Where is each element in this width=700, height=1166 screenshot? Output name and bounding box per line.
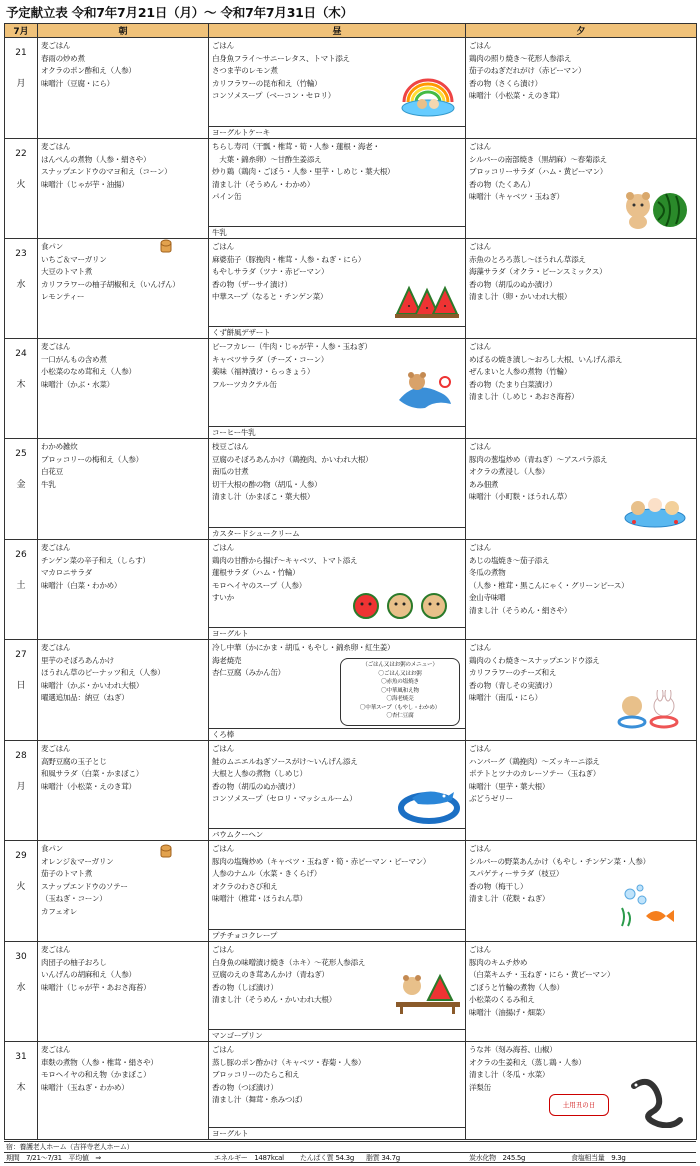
dinner-cell bbox=[466, 339, 697, 439]
breakfast-item: カリフラワーの柚子胡椒和え（いんげん） bbox=[41, 279, 180, 289]
day-number: 26 bbox=[15, 550, 27, 560]
breakfast-item: モロヘイヤの和え物（かまぼこ） bbox=[41, 1070, 151, 1080]
breakfast-cell bbox=[38, 640, 209, 741]
dinner-item: 清まし汁（そうめん・絹さや） bbox=[469, 605, 572, 615]
snack-item: くず餅風デザート bbox=[209, 326, 465, 338]
dinner-item: 味噌汁（南瓜・にら） bbox=[469, 693, 542, 703]
day-row bbox=[5, 239, 697, 339]
weekday: 月 bbox=[16, 79, 26, 89]
dinner-item: ごはん bbox=[469, 643, 491, 652]
lunch-item: 鮭のムニエルねぎソースがけ～いんげん添え bbox=[212, 756, 358, 766]
dinner-cell bbox=[466, 741, 697, 841]
watermelon-slices-illustration bbox=[395, 284, 459, 320]
lunch-item: 清まし汁（舞茸・糸みつば） bbox=[212, 1095, 307, 1105]
date-cell bbox=[5, 741, 38, 841]
lunch-item: 炒り鶏（鶏肉・ごぼう・人参・里芋・しめじ・葉大根） bbox=[212, 167, 395, 177]
weekday: 木 bbox=[16, 380, 26, 390]
breakfast-item: 曜選追加品：納豆（ねぎ） bbox=[41, 693, 129, 703]
breakfast-cell bbox=[38, 239, 209, 339]
lunch-cell bbox=[209, 139, 466, 239]
lunch-item: 冷し中華（かにかま・胡瓜・もやし・錦糸卵・紅生姜） bbox=[212, 643, 395, 652]
footer-period: 期間 7/21～7/31 平均値 ⇒ bbox=[6, 1154, 101, 1162]
lunch-item: オクラのわさび和え bbox=[212, 881, 278, 891]
footer-facility-row bbox=[4, 1141, 696, 1152]
breakfast-item: 麦ごはん bbox=[41, 41, 71, 50]
weekday: 火 bbox=[16, 180, 26, 190]
breakfast-cell bbox=[38, 1042, 209, 1140]
bear-dolphin-illustration bbox=[395, 370, 455, 414]
page-title: 予定献立表 令和7年7月21日（月）～ 令和7年7月31日（木） bbox=[6, 5, 353, 20]
dinner-item: 赤魚のとろろ蒸し～ほうれん草添え bbox=[469, 254, 586, 264]
dinner-item: ごはん bbox=[469, 41, 491, 50]
day-number: 22 bbox=[15, 149, 27, 159]
breakfast-item: レモンティー bbox=[41, 292, 85, 302]
sunday-note-item: 〇杏仁豆腐 bbox=[386, 713, 414, 719]
lunch-item: ごはん bbox=[212, 844, 234, 853]
sunday-alternative-note bbox=[340, 658, 460, 726]
dinner-item: ごはん bbox=[469, 945, 491, 954]
day-number: 24 bbox=[15, 349, 27, 359]
lunch-item: 海老焼売 bbox=[212, 655, 242, 665]
dinner-item: ブロッコリーサラダ（ハム・黄ピーマン） bbox=[469, 167, 608, 177]
weekday: 金 bbox=[16, 480, 26, 490]
watermelon-characters-illustration bbox=[350, 590, 450, 620]
weekday: 水 bbox=[16, 983, 26, 993]
dinner-item: 清まし汁（しめじ・あおさ海苔） bbox=[469, 392, 579, 402]
weekday: 月 bbox=[16, 782, 26, 792]
day-number: 27 bbox=[15, 650, 27, 660]
lunch-item: コンソメスープ（ベーコン・セロリ） bbox=[212, 91, 336, 101]
snack-item: カスタードシュークリーム bbox=[209, 527, 465, 539]
dinner-item: オクラの生姜和え（蒸し鶏・人参） bbox=[469, 1057, 586, 1067]
bear-watermelon-illustration bbox=[622, 188, 688, 230]
date-cell bbox=[5, 239, 38, 339]
breakfast-item: 一口がんもの含め煮 bbox=[41, 354, 107, 364]
dinner-item: 鶏肉の照り焼き～花形人参添え bbox=[469, 53, 572, 63]
breakfast-item: 茄子のトマト煮 bbox=[41, 869, 93, 879]
dinner-item: ぶどうゼリー bbox=[469, 794, 513, 804]
breakfast-item: 麦ごはん bbox=[41, 342, 71, 351]
lunch-item: 南瓜の甘煮 bbox=[212, 467, 249, 477]
bread-icon bbox=[160, 239, 172, 253]
dinner-item: あじの塩焼き～茄子添え bbox=[469, 555, 550, 565]
breakfast-item: オクラのポン酢和え（人参） bbox=[41, 66, 136, 76]
dinner-item: 海藻サラダ（オクラ・ビーンスミックス） bbox=[469, 267, 607, 277]
dinner-item: ごはん bbox=[469, 242, 491, 251]
dinner-item: 香の物（たくあん） bbox=[469, 179, 535, 189]
menu-table bbox=[4, 23, 697, 1140]
eel-illustration bbox=[628, 1076, 686, 1128]
nutrient-energy: エネルギー 1487kcal bbox=[214, 1154, 284, 1162]
lunch-item: 大葉・錦糸卵）～甘酢生姜添え bbox=[212, 154, 322, 164]
dinner-item: ごはん bbox=[469, 744, 491, 753]
day-row bbox=[5, 439, 697, 540]
day-number: 31 bbox=[15, 1052, 27, 1062]
lunch-item: フルーツカクテル缶 bbox=[212, 379, 277, 389]
lunch-item: ちらし寿司（干瓢・椎茸・筍・人参・蓮根・海老・ bbox=[212, 142, 380, 151]
lunch-cell bbox=[209, 439, 466, 540]
breakfast-cell bbox=[38, 741, 209, 841]
lunch-item: コンソメスープ（セロリ・マッシュルーム） bbox=[212, 794, 357, 804]
breakfast-item: 麦ごはん bbox=[41, 1045, 71, 1054]
breakfast-item: 味噌汁（豆腐・にら） bbox=[41, 78, 114, 88]
snack-item: ヨーグルト bbox=[209, 627, 465, 639]
day-number: 30 bbox=[15, 952, 27, 962]
dinner-item: 清まし汁（花麩・ねぎ） bbox=[469, 894, 550, 904]
lunch-item: 杏仁豆腐（みかん缶） bbox=[212, 668, 285, 678]
footer-nutrition-row bbox=[4, 1152, 696, 1163]
breakfast-item: 車麩の煮物（人参・椎茸・絹さや） bbox=[41, 1057, 158, 1067]
sunday-note-item: 〇赤魚の塩焼き bbox=[381, 679, 419, 685]
day-row bbox=[5, 841, 697, 942]
doyo-ushi-stamp: 土用丑の日 bbox=[549, 1094, 609, 1116]
breakfast-cell bbox=[38, 540, 209, 640]
dinner-item: オクラの煮浸し（人参） bbox=[469, 467, 550, 477]
dinner-item: 茄子のねぎだれがけ（赤ピーマン） bbox=[469, 66, 586, 76]
lunch-item: 香の物（しば漬け） bbox=[212, 982, 278, 992]
dinner-cell bbox=[466, 540, 697, 640]
breakfast-item: いちご＆マーガリン bbox=[41, 254, 107, 264]
weekday: 土 bbox=[16, 581, 26, 591]
dinner-item: ぜんまいと人参の煮物（竹輪） bbox=[469, 367, 572, 377]
date-cell bbox=[5, 339, 38, 439]
lunch-item: 豆腐のそぼろあんかけ（鶏挽肉、かいわれ大根） bbox=[212, 454, 373, 464]
date-cell bbox=[5, 38, 38, 139]
breakfast-item: 味噌汁（白菜・わかめ） bbox=[41, 580, 122, 590]
day-row bbox=[5, 942, 697, 1042]
nutrient-carbohydrate: 炭水化物 245.5g bbox=[469, 1154, 526, 1162]
lunch-item: 香の物（つぼ漬け） bbox=[212, 1082, 278, 1092]
dinner-item: ごはん bbox=[469, 142, 491, 151]
bear-watermelon-bench-illustration bbox=[392, 968, 464, 1014]
header-row bbox=[5, 24, 697, 38]
breakfast-item: ほうれん草のピーナッツ和え（人参） bbox=[41, 668, 165, 678]
breakfast-item: 高野豆腐の玉子とじ bbox=[41, 756, 107, 766]
breakfast-item: 味噌汁（じゃが芋・あおさ海苔） bbox=[41, 982, 151, 992]
sunday-note-item: 〇海老焼売 bbox=[386, 696, 414, 702]
breakfast-item: わかめ雑炊 bbox=[41, 442, 78, 451]
lunch-item: 蓮根サラダ（ハム・竹輪） bbox=[212, 568, 300, 578]
lunch-item: 白身魚フライ～サニーレタス、トマト添え bbox=[212, 53, 350, 63]
snack-item: コーヒー牛乳 bbox=[209, 426, 465, 438]
snack-item: くろ棒 bbox=[209, 728, 465, 740]
dinner-item: 香の物（梅干し） bbox=[469, 881, 528, 891]
day-number: 21 bbox=[15, 48, 27, 58]
breakfast-item: いんげんの胡麻和え（人参） bbox=[41, 970, 136, 980]
lunch-item: 白身魚の味噌漬け焼き（ホキ）～花形人参添え bbox=[212, 957, 366, 967]
dinner-item: 豚肉の葱塩炒め（青ねぎ）～アスパラ添え bbox=[469, 454, 608, 464]
breakfast-cell bbox=[38, 841, 209, 942]
dinner-item: （人参・椎茸・黒こんにゃく・グリーンピース） bbox=[469, 580, 629, 590]
lunch-item: 豆腐のえのき茸あんかけ（青ねぎ） bbox=[212, 970, 329, 980]
nutrient-salt: 食塩相当量 9.3g bbox=[571, 1154, 626, 1162]
lunch-item: 人参のナムル（水菜・きくらげ） bbox=[212, 869, 322, 879]
lunch-item: ごはん bbox=[212, 945, 234, 954]
dinner-item: カリフラワーのチーズ和え bbox=[469, 668, 557, 678]
lunch-item: 枝豆ごはん bbox=[212, 442, 249, 451]
breakfast-item: 大豆のトマト煮 bbox=[41, 267, 93, 277]
header-month: 7月 bbox=[5, 24, 38, 38]
lunch-item: 清まし汁（そうめん・わかめ） bbox=[212, 179, 315, 189]
breakfast-cell bbox=[38, 38, 209, 139]
date-cell bbox=[5, 139, 38, 239]
breakfast-item: スナップエンドウのソテー bbox=[41, 881, 128, 891]
dinner-item: 香の物（胡瓜のぬか漬け） bbox=[469, 279, 557, 289]
day-row bbox=[5, 741, 697, 841]
breakfast-item: マカロニサラダ bbox=[41, 568, 92, 578]
breakfast-cell bbox=[38, 942, 209, 1042]
dinner-item: あみ佃煮 bbox=[469, 479, 499, 489]
dinner-item: 香の物（たまり白菜漬け） bbox=[469, 379, 557, 389]
breakfast-item: 食パン bbox=[41, 242, 63, 251]
dinner-cell bbox=[466, 942, 697, 1042]
dinner-item: 香の物（さくら漬け） bbox=[469, 78, 542, 88]
header-lunch: 昼 bbox=[209, 24, 466, 38]
lunch-item: 香の物（胡瓜のぬか漬け） bbox=[212, 781, 300, 791]
bear-rabbit-floats-illustration bbox=[614, 690, 684, 730]
dinner-item: めばるの焼き漬し～おろし大根、いんげん添え bbox=[469, 354, 623, 364]
lunch-item: ごはん bbox=[212, 242, 234, 251]
breakfast-item: 味噌汁（かぶ・水菜） bbox=[41, 379, 114, 389]
sunday-note-item: 〇ごはん又はお粥 bbox=[378, 670, 422, 677]
lunch-item: ごはん bbox=[212, 41, 234, 50]
dinner-item: 鶏肉のくわ焼き～スナップエンドウ添え bbox=[469, 655, 600, 665]
lunch-item: キャベツサラダ（チーズ・コーン） bbox=[212, 354, 329, 364]
lunch-item: 中華スープ（なると・チンゲン菜） bbox=[212, 292, 328, 302]
breakfast-item: 牛乳 bbox=[41, 479, 56, 489]
animals-pool-illustration bbox=[624, 488, 686, 528]
breakfast-cell bbox=[38, 139, 209, 239]
date-cell bbox=[5, 1042, 38, 1140]
dinner-cell bbox=[466, 239, 697, 339]
breakfast-item: 味噌汁（かぶ・かいわれ大根） bbox=[41, 680, 144, 690]
breakfast-item: 里芋のそぼろあんかけ bbox=[41, 655, 114, 665]
dinner-item: 小松菜のくるみ和え bbox=[469, 995, 535, 1005]
sunday-note-item: 〇中華風和え物 bbox=[381, 687, 419, 694]
lunch-item: 豚肉の塩麹炒め（キャベツ・玉ねぎ・筍・赤ピーマン・ピーマン） bbox=[212, 856, 431, 866]
dinner-cell bbox=[466, 38, 697, 139]
dinner-item: 香の物（青しその実漬け） bbox=[469, 680, 557, 690]
lunch-item: 清まし汁（かまぼこ・葉大根） bbox=[212, 492, 315, 502]
date-cell bbox=[5, 439, 38, 540]
lunch-item: もやしサラダ（ツナ・赤ピーマン） bbox=[212, 267, 329, 277]
breakfast-item: ブロッコリーの梅和え（人参） bbox=[41, 454, 143, 464]
breakfast-item: 麦ごはん bbox=[41, 543, 71, 552]
breakfast-item: （玉ねぎ・コーン） bbox=[41, 894, 107, 904]
breakfast-item: 味噌汁（玉ねぎ・わかめ） bbox=[41, 1082, 129, 1092]
breakfast-item: 味噌汁（小松菜・えのき茸） bbox=[41, 781, 136, 791]
dinner-item: （白菜キムチ・玉ねぎ・にら・黄ピーマン） bbox=[469, 970, 615, 980]
dinner-item: シルバーの南部焼き（黒胡麻）～春菊添え bbox=[469, 154, 607, 164]
dinner-item: 味噌汁（里芋・葉大根） bbox=[469, 781, 550, 791]
lunch-item: ブロッコリーのたらこ和え bbox=[212, 1070, 300, 1080]
breakfast-item: 肉団子の柚子おろし bbox=[41, 957, 107, 967]
snack-item: 牛乳 bbox=[209, 226, 465, 238]
sunday-note-title: （ごはん又はお粥のメニュー） bbox=[362, 662, 438, 668]
footer-facility: 宿：養護老人ホーム（吉祥寺老人ホーム） bbox=[6, 1143, 134, 1151]
breakfast-item: スナップエンドウのマヨ和え（コーン） bbox=[41, 167, 172, 177]
lunch-item: 清まし汁（そうめん・かいわれ大根） bbox=[212, 995, 336, 1005]
breakfast-cell bbox=[38, 439, 209, 540]
dinner-item: ごはん bbox=[469, 442, 491, 451]
breakfast-item: 食パン bbox=[41, 844, 63, 853]
dinner-item: 金山寺味噌 bbox=[469, 593, 506, 603]
breakfast-item: 麦ごはん bbox=[41, 643, 71, 652]
dinner-item: 味噌汁（小町麩・ほうれん草） bbox=[469, 492, 572, 502]
lunch-cell bbox=[209, 841, 466, 942]
bread-icon bbox=[160, 844, 172, 858]
snack-item: バウムクーヘン bbox=[209, 828, 465, 840]
sunday-note-item: 〇中華スープ（もやし・わかめ） bbox=[359, 704, 441, 711]
dinner-item: ごはん bbox=[469, 844, 491, 853]
snack-item: ヨーグルトケーキ bbox=[209, 126, 465, 138]
day-row bbox=[5, 139, 697, 239]
breakfast-item: 麦ごはん bbox=[41, 142, 71, 151]
day-number: 23 bbox=[15, 249, 27, 259]
lunch-item: パイン缶 bbox=[212, 192, 242, 202]
lunch-item: さつま芋のレモン煮 bbox=[212, 66, 278, 76]
lunch-item: 大根と人参の煮物（しめじ） bbox=[212, 769, 307, 779]
breakfast-item: 麦ごはん bbox=[41, 945, 71, 954]
weekday: 日 bbox=[16, 681, 26, 691]
snack-item: ヨーグルト bbox=[209, 1127, 465, 1139]
lunch-item: カリフラワーの昆布和え（竹輪） bbox=[212, 78, 322, 88]
breakfast-item: はんぺんの煮物（人参・絹さや） bbox=[41, 154, 151, 164]
day-number: 28 bbox=[15, 751, 27, 761]
dinner-item: 味噌汁（キャベツ・玉ねぎ） bbox=[469, 192, 564, 202]
dinner-item: スパゲティーサラダ（枝豆） bbox=[469, 869, 564, 879]
nutrient-fat: 脂質 34.7g bbox=[366, 1154, 400, 1162]
breakfast-item: 和風サラダ（白菜・かまぼこ） bbox=[41, 769, 144, 779]
dinner-item: うな丼（刻み海苔、山椒） bbox=[469, 1045, 557, 1054]
weekday: 木 bbox=[16, 1083, 26, 1093]
breakfast-item: 麦ごはん bbox=[41, 744, 71, 753]
dinner-item: 豚肉のキムチ炒め bbox=[469, 957, 528, 967]
dinner-item: ごはん bbox=[469, 342, 491, 351]
breakfast-cell bbox=[38, 339, 209, 439]
breakfast-item: 春雨の炒め煮 bbox=[41, 53, 85, 63]
dinner-item: ポテトとツナのカレーソテー（玉ねぎ） bbox=[469, 769, 600, 779]
dinner-item: 味噌汁（油揚げ・畑菜） bbox=[469, 1007, 550, 1017]
lunch-item: 味噌汁（椎茸・ほうれん草） bbox=[212, 894, 307, 904]
breakfast-item: チンゲン菜の辛子和え（しらす） bbox=[41, 555, 150, 565]
date-cell bbox=[5, 540, 38, 640]
day-row bbox=[5, 1042, 697, 1140]
snack-item: マンゴープリン bbox=[209, 1029, 465, 1041]
dinner-item: 清まし汁（卵・かいわれ大根） bbox=[469, 292, 572, 302]
header-dinner: 夕 bbox=[466, 24, 697, 38]
lunch-cell bbox=[209, 1042, 466, 1140]
date-cell bbox=[5, 640, 38, 741]
fish-bubbles-illustration bbox=[618, 882, 680, 928]
dinner-item: シルバーの野菜あんかけ（もやし・チンゲン菜・人参） bbox=[469, 856, 650, 866]
lunch-item: すいか bbox=[212, 593, 234, 603]
lunch-item: 麻婆茄子（豚挽肉・椎茸・人参・ねぎ・にら） bbox=[212, 254, 366, 264]
dinner-item: 味噌汁（小松菜・えのき茸） bbox=[469, 91, 564, 101]
snack-item: プチチョコクレープ bbox=[209, 929, 465, 941]
day-row bbox=[5, 339, 697, 439]
day-number: 25 bbox=[15, 449, 27, 459]
dinner-item: 清まし汁（冬瓜・水菜） bbox=[469, 1070, 550, 1080]
breakfast-item: 小松菜のなめ茸和え（人参） bbox=[41, 367, 136, 377]
dinner-item: ハンバーグ（鶏挽肉）～ズッキーニ添え bbox=[469, 756, 600, 766]
day-number: 29 bbox=[15, 851, 27, 861]
lunch-item: 薬味（福神漬け・らっきょう） bbox=[212, 367, 315, 377]
date-cell bbox=[5, 942, 38, 1042]
dinner-item: ごぼうと竹輪の煮物（人参） bbox=[469, 982, 564, 992]
dinner-item: 洋梨缶 bbox=[469, 1082, 491, 1092]
header-breakfast: 朝 bbox=[38, 24, 209, 38]
lunch-item: ごはん bbox=[212, 1045, 234, 1054]
dinner-item: ごはん bbox=[469, 543, 491, 552]
rainbow-pool-illustration bbox=[398, 72, 458, 118]
lunch-item: 蒸し豚のポン酢かけ（キャベツ・春菊・人参） bbox=[212, 1057, 366, 1067]
breakfast-item: オレンジ＆マーガリン bbox=[41, 856, 114, 866]
lunch-item: ごはん bbox=[212, 744, 234, 753]
dinner-item: 冬瓜の煮物 bbox=[469, 568, 506, 578]
dolphin-float-illustration bbox=[398, 784, 460, 824]
weekday: 水 bbox=[16, 280, 26, 290]
breakfast-item: カフェオレ bbox=[41, 906, 78, 916]
breakfast-item: 味噌汁（じゃが芋・油揚） bbox=[41, 179, 129, 189]
lunch-item: ビーフカレー（牛肉・じゃが芋・人参・玉ねぎ） bbox=[212, 342, 372, 351]
lunch-item: モロヘイヤのスープ（人参） bbox=[212, 580, 307, 590]
lunch-item: ごはん bbox=[212, 543, 234, 552]
breakfast-item: 白花豆 bbox=[41, 467, 63, 477]
lunch-item: 切干大根の酢の物（胡瓜・人参） bbox=[212, 479, 322, 489]
lunch-item: 香の物（ザーサイ漬け） bbox=[212, 279, 292, 289]
date-cell bbox=[5, 841, 38, 942]
weekday: 火 bbox=[16, 882, 26, 892]
day-row bbox=[5, 38, 697, 139]
lunch-item: 鶏肉の甘酢から揚げ～キャベツ、トマト添え bbox=[212, 555, 358, 565]
nutrient-protein: たんぱく質 54.3g bbox=[300, 1154, 354, 1162]
